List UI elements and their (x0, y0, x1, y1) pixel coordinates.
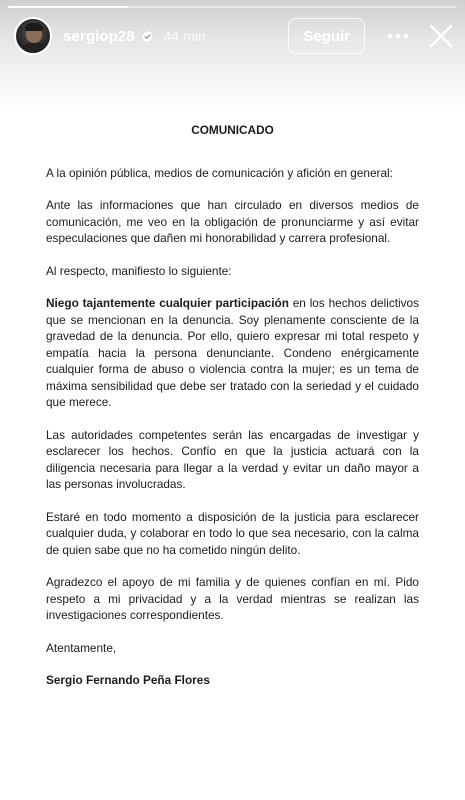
story-progress-fill (8, 6, 129, 8)
post-time: 44 min (163, 28, 206, 44)
denial-rest-text: en los hechos delictivos que se mencionan en la denuncia. Soy plenamente consciente de la gravedad de la denuncia. Por ello, quiero expresar mi total respeto y empatía hacia la persona denunciante. Condeno enérgicamente cualquier forma de abuso o violencia contra la mujer; es un tema de máxima sensibilidad que debe ser tratado con la seriedad y el cuidado que merece. (46, 296, 419, 409)
document-paragraph-authorities: Las autoridades competentes serán las encargadas de investigar y esclarecer los hechos. Confío en que la justicia actuará con la diligencia necesaria para llegar a la verdad y evitar un daño mayor a las personas involucradas. (46, 427, 419, 491)
follow-button[interactable]: Seguir (288, 18, 365, 54)
document-signature: Sergio Fernando Peña Flores (46, 673, 210, 687)
denial-bold-text: Niego tajantemente cualquier participación (46, 296, 289, 310)
close-icon[interactable] (427, 22, 455, 50)
document-paragraph-respect: Al respecto, manifiesto lo siguiente: (46, 263, 232, 278)
document-closing: Atentamente, (46, 640, 117, 655)
verified-badge-icon (141, 30, 154, 43)
statement-document (46, 122, 419, 689)
document-paragraph-thanks: Agradezco el apoyo de mi familia y de quienes confían en mí. Pido respeto a mi privacidad y a la verdad mientras se realizan las investigaciones correspondientes. (46, 575, 419, 622)
document-salutation: A la opinión pública, medios de comunicación y afición en general: (46, 165, 393, 180)
story-progress-bar (8, 6, 457, 8)
username[interactable]: sergiop28 (63, 27, 135, 45)
document-paragraph-intro: Ante las informaciones que han circulado en diversos medios de comunicación, me veo en la obligación de pronunciarme y así evitar especulaciones que dañen mi honorabilidad y carrera profesional. (46, 198, 419, 245)
story-header (14, 16, 455, 56)
more-dots-icon[interactable] (385, 23, 411, 49)
document-paragraph-availability: Estaré en todo momento a disposición de la justicia para esclarecer cualquier duda, y colaborar en todo lo que sea necesario, con la calma de quien sabe que no ha cometido ningún delito. (46, 509, 419, 557)
document-title: COMUNICADO (191, 123, 274, 137)
avatar[interactable] (14, 17, 52, 55)
document-paragraph-denial (46, 295, 419, 411)
